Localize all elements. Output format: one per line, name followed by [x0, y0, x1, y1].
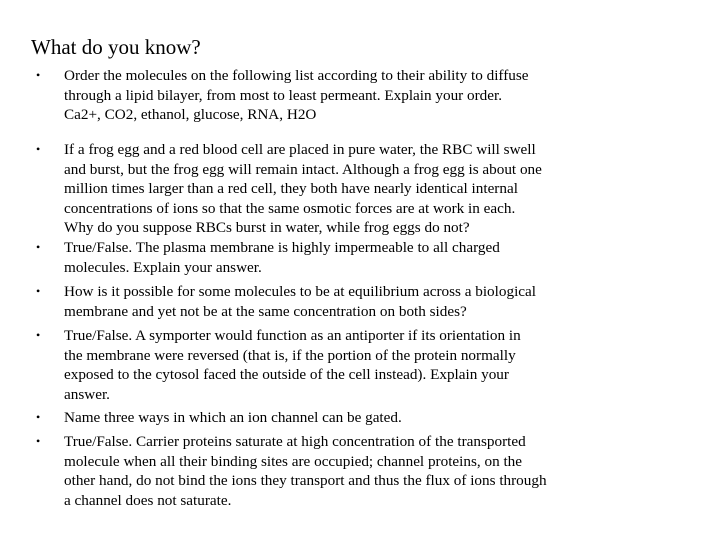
- bullet-icon: •: [36, 434, 41, 448]
- slide-title: What do you know?: [31, 35, 201, 59]
- bullet-icon: •: [36, 68, 41, 82]
- bullet-icon: •: [36, 142, 41, 156]
- question-text-line: answer.: [64, 385, 110, 403]
- question-text-line: through a lipid bilayer, from most to least permeant. Explain your order.: [64, 86, 503, 104]
- question-text-line: exposed to the cytosol faced the outside of the cell instead). Explain your: [64, 366, 509, 384]
- question-text-line: How is it possible for some molecules to be at equilibrium across a biological: [64, 283, 536, 300]
- question-item: [0, 238, 720, 277]
- bullet-icon: •: [36, 284, 41, 298]
- question-text-line: membrane and yet not be at the same concentration on both sides?: [64, 302, 467, 320]
- question-text-line: a channel does not saturate.: [64, 491, 232, 509]
- question-item: [0, 432, 720, 510]
- question-text-line: molecules. Explain your answer.: [64, 258, 262, 276]
- question-text-line: concentrations of ions so that the same osmotic forces are at work in each.: [64, 199, 516, 217]
- bullet-icon: •: [36, 328, 41, 342]
- question-item: [0, 326, 720, 404]
- bullet-icon: •: [36, 410, 41, 424]
- question-text-line: the membrane were reversed (that is, if the portion of the protein normally: [64, 346, 516, 364]
- question-text-line: If a frog egg and a red blood cell are placed in pure water, the RBC will swell: [64, 141, 536, 158]
- question-text-line: True/False. Carrier proteins saturate at high concentration of the transported: [64, 433, 526, 450]
- question-item: [0, 66, 720, 125]
- question-text-line: molecule when all their binding sites are occupied; channel proteins, on the: [64, 452, 523, 470]
- question-text-line: Name three ways in which an ion channel can be gated.: [64, 409, 402, 426]
- question-item: [0, 140, 720, 238]
- question-item: [0, 408, 720, 428]
- bullet-icon: •: [36, 240, 41, 254]
- question-text-line: million times larger than a red cell, they both have nearly identical internal: [64, 180, 518, 198]
- question-text-line: True/False. A symporter would function as an antiporter if its orientation in: [64, 327, 521, 344]
- question-text-line: True/False. The plasma membrane is highly impermeable to all charged: [64, 239, 500, 256]
- question-text-line: Why do you suppose RBCs burst in water, while frog eggs do not?: [64, 219, 470, 237]
- question-text-line: and burst, but the frog egg will remain intact. Although a frog egg is about one: [64, 160, 542, 178]
- question-text-line: Ca2+, CO2, ethanol, glucose, RNA, H2O: [64, 106, 317, 124]
- question-item: [0, 282, 720, 321]
- question-text-line: Order the molecules on the following list according to their ability to diffuse: [64, 67, 529, 84]
- question-text-line: other hand, do not bind the ions they transport and thus the flux of ions through: [64, 472, 547, 490]
